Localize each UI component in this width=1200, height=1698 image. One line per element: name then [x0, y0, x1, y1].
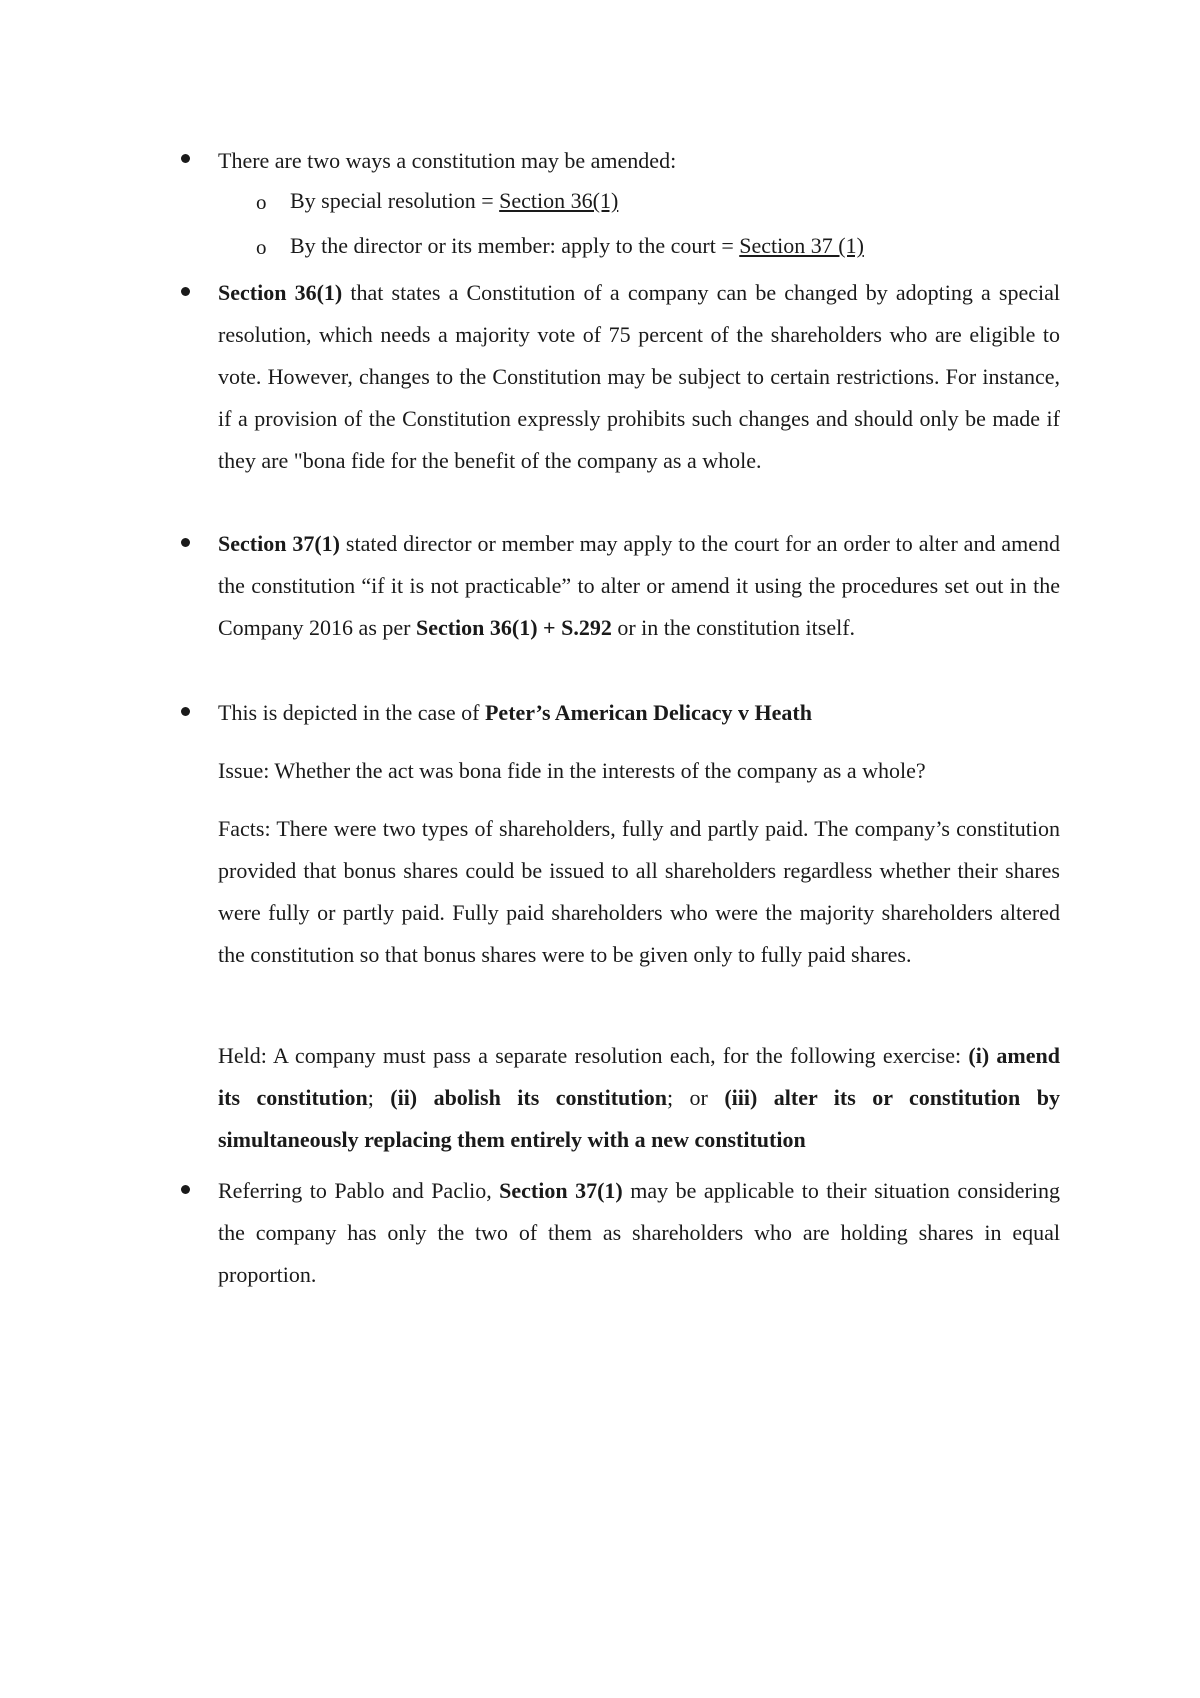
- issue-text: Issue: Whether the act was bona fide in the interests of the company as a whole?: [218, 758, 926, 783]
- sub-item-text: By the director or its member: apply to the court =: [290, 233, 740, 258]
- intro-text: There are two ways a constitution may be amended:: [218, 148, 677, 173]
- held-item-i: (i) amend its constitution: [218, 1043, 1060, 1110]
- paragraph-text: that states a Constitution of a company can be changed by adopting a special resolution, which needs a majority vote of 75 percent of the shareholders who are eligible to vote. However, changes to the Constitution may be subject to certain restrictions. For instance, if a provision of the Constitution expressly prohibits such changes and should only be made if they are "bona fide for the benefit of the company as a whole.: [218, 280, 1060, 473]
- facts-text: Facts: There were two types of shareholders, fully and partly paid. The company’s constitution provided that bonus shares could be issued to all shareholders regardless whether their shares were fully or partly paid. Fully paid shareholders who were the majority shareholders altered the constitution so that bonus shares were to be given only to fully paid shares.: [218, 816, 1060, 967]
- section-37-paragraph: [218, 523, 1060, 649]
- case-issue: [218, 750, 1060, 792]
- paragraph-text: or in the constitution itself.: [611, 615, 856, 640]
- bullet-dot: [181, 538, 190, 547]
- bullet-dot: [181, 154, 190, 163]
- sub-item-special-resolution: [290, 180, 618, 222]
- held-item-iii: (iii) alter its or constitution by simultaneously replacing them entirely with a new constitution: [218, 1085, 1060, 1152]
- held-separator: ; or: [666, 1085, 725, 1110]
- bullet-dot: [181, 707, 190, 716]
- held-separator: ;: [367, 1085, 391, 1110]
- sub-bullet-marker: o: [256, 190, 267, 214]
- paragraph-text: stated director or member may apply to the court for an order to alter and amend the constitution “if it is not practicable” to alter or amend it using the procedures set out in the Company 2016 as per: [218, 531, 1060, 640]
- sub-item-text: By special resolution =: [290, 188, 500, 213]
- section-heading: Section 37(1): [218, 531, 340, 556]
- section-reference-bold: Section 36(1) + S.292: [415, 615, 612, 640]
- case-intro-paragraph: [218, 692, 1060, 734]
- intro-paragraph: [218, 140, 1060, 182]
- sub-bullet-marker: o: [256, 235, 267, 259]
- sub-item-court-application: [290, 225, 864, 267]
- paragraph-text: may be applicable to their situation considering the company has only the two of them as shareholders who are holding shares in equal proportion.: [218, 1178, 1060, 1287]
- section-heading: Section 36(1): [218, 280, 343, 305]
- section-reference: Section 36(1): [499, 188, 619, 213]
- held-text: Held: A company must pass a separate resolution each, for the following exercise:: [218, 1043, 969, 1068]
- bullet-dot: [181, 1185, 190, 1194]
- section-heading: Section 37(1): [499, 1178, 623, 1203]
- case-name: Peter’s American Delicacy v Heath: [484, 700, 812, 725]
- paragraph-text: This is depicted in the case of: [218, 700, 485, 725]
- held-item-ii: (ii) abolish its constitution: [390, 1085, 667, 1110]
- case-held: [218, 1035, 1060, 1161]
- section-36-paragraph: [218, 272, 1060, 482]
- application-paragraph: [218, 1170, 1060, 1296]
- paragraph-text: Referring to Pablo and Paclio,: [218, 1178, 500, 1203]
- bullet-dot: [181, 287, 190, 296]
- section-reference: Section 37 (1): [739, 233, 864, 258]
- case-facts: [218, 808, 1060, 976]
